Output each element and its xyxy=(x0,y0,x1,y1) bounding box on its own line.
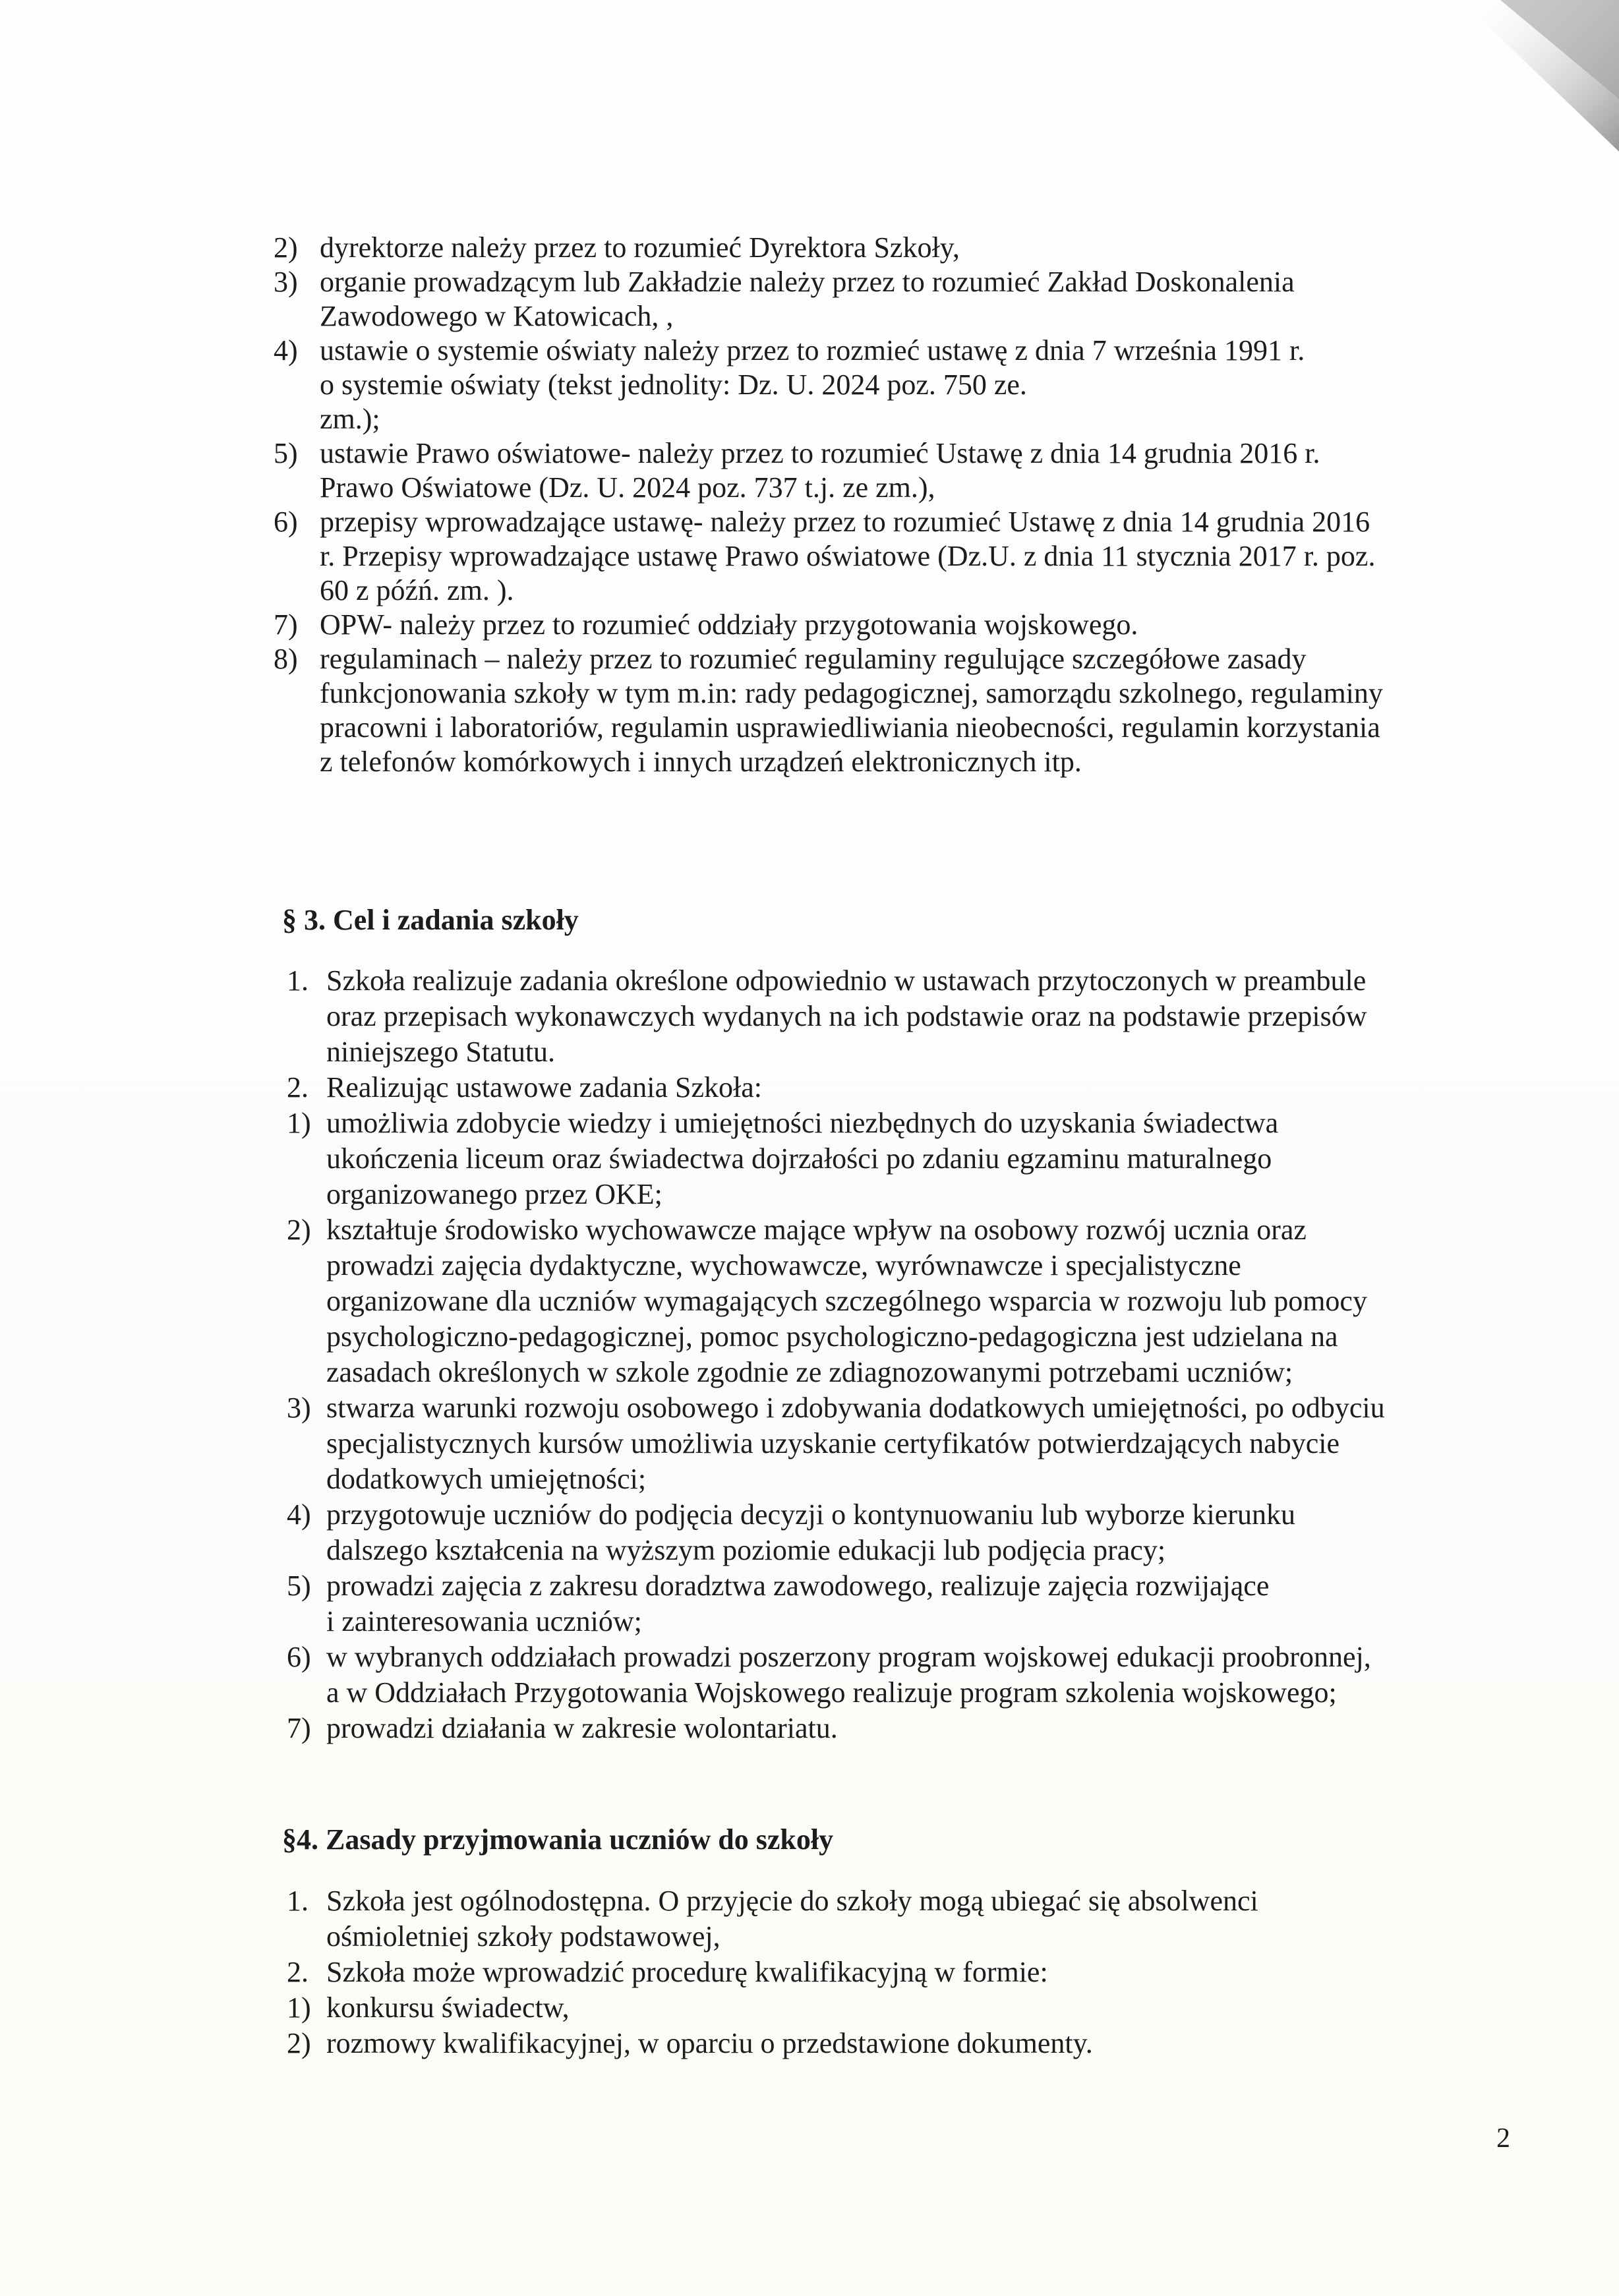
list-item-text: przepisy wprowadzające ustawę- należy przez to rozumieć Ustawę z dnia 14 grudnia 2016 xyxy=(320,506,1370,538)
list-item-text: ustawie o systemie oświaty należy przez to rozmieć ustawę z dnia 7 września 1991 r. xyxy=(320,334,1305,367)
list-item-text: zm.); xyxy=(320,403,380,435)
list-item-text: umożliwia zdobycie wiedzy i umiejętności niezbędnych do uzyskania świadectwa xyxy=(326,1107,1279,1139)
list-item-continuation xyxy=(267,368,1493,402)
list-item-text: i zainteresowania uczniów; xyxy=(326,1605,642,1637)
list-item-text: zasadach określonych w szkole zgodnie ze zdiagnozowanymi potrzebami uczniów; xyxy=(326,1356,1293,1388)
list-item-text: prowadzi zajęcia z zakresu doradztwa zawodowego, realizuje zajęcia rozwijające xyxy=(326,1570,1270,1602)
list-item-text: specjalistycznych kursów umożliwia uzyskanie certyfikatów potwierdzających nabycie xyxy=(326,1427,1339,1459)
list-item-continuation xyxy=(267,711,1493,745)
list-item xyxy=(267,1213,1493,1249)
list-item-continuation xyxy=(267,1142,1493,1177)
folded-corner-shadow xyxy=(1382,0,1619,198)
list-item xyxy=(267,1498,1493,1533)
list-item-text: Szkoła realizuje zadania określone odpowiednio w ustawach przytoczonych w preambule xyxy=(326,964,1367,997)
list-item-text: a w Oddziałach Przygotowania Wojskowego realizuje program szkolenia wojskowego; xyxy=(326,1676,1337,1709)
list-item-continuation xyxy=(267,471,1493,505)
list-item-continuation xyxy=(267,1920,1493,1955)
list-item xyxy=(267,1640,1493,1676)
list-item-continuation xyxy=(267,1676,1493,1711)
list-item-text: Realizując ustawowe zadania Szkoła: xyxy=(326,1071,762,1104)
list-item xyxy=(267,2026,1493,2062)
list-item-text: rozmowy kwalifikacyjnej, w oparciu o przedstawione dokumenty. xyxy=(326,2027,1093,2059)
list-item-text: organie prowadzącym lub Zakładzie należy przez to rozumieć Zakład Doskonalenia xyxy=(320,266,1295,298)
list-item xyxy=(267,334,1493,368)
list-item-continuation xyxy=(267,1284,1493,1320)
list-item-number: 6) xyxy=(274,506,298,538)
list-item-text: ustawie Prawo oświatowe- należy przez to rozumieć Ustawę z dnia 14 grudnia 2016 r. xyxy=(320,437,1320,469)
list-item-text: OPW- należy przez to rozumieć oddziały przygotowania wojskowego. xyxy=(320,608,1138,641)
list-item xyxy=(267,505,1493,539)
list-item-number: 2) xyxy=(274,231,298,264)
list-item-text: Prawo Oświatowe (Dz. U. 2024 poz. 737 t.j. ze zm.), xyxy=(320,471,935,504)
list-item-text: niniejszego Statutu. xyxy=(326,1036,556,1068)
list-item-continuation xyxy=(267,676,1493,711)
list-item-continuation xyxy=(267,1355,1493,1391)
list-item xyxy=(267,1955,1493,1991)
list-item-text: ośmioletniej szkoły podstawowej, xyxy=(326,1920,721,1953)
list-item-text: prowadzi działania w zakresie wolontariatu. xyxy=(326,1712,838,1744)
section-4-list xyxy=(267,1884,1493,2062)
list-item-continuation xyxy=(267,1533,1493,1569)
list-item-number: 8) xyxy=(274,643,298,675)
list-item-number: 3) xyxy=(287,1392,311,1424)
section-4-heading: §4. Zasady przyjmowania uczniów do szkoły xyxy=(282,1823,834,1856)
list-item-continuation xyxy=(267,999,1493,1035)
list-item-number: 2. xyxy=(287,1956,309,1988)
list-item xyxy=(267,436,1493,471)
list-item xyxy=(267,608,1493,642)
list-item-number: 1) xyxy=(287,1107,311,1139)
list-item-continuation xyxy=(267,1177,1493,1213)
list-item-text: psychologiczno-pedagogicznej, pomoc psychologiczno-pedagogiczna jest udzielana na xyxy=(326,1320,1338,1353)
list-item-text: Zawodowego w Katowicach, , xyxy=(320,300,674,332)
list-item-continuation xyxy=(267,745,1493,779)
list-item xyxy=(267,1991,1493,2026)
list-item-continuation xyxy=(267,1035,1493,1071)
list-item-text: oraz przepisach wykonawczych wydanych na ich podstawie oraz na podstawie przepisów xyxy=(326,1000,1367,1032)
list-item-text: organizowane dla uczniów wymagających szczególnego wsparcia w rozwoju lub pomocy xyxy=(326,1285,1367,1317)
list-item xyxy=(267,231,1493,265)
list-item-text: r. Przepisy wprowadzające ustawę Prawo oświatowe (Dz.U. z dnia 11 stycznia 2017 r. poz. xyxy=(320,540,1376,572)
list-item-continuation xyxy=(267,1320,1493,1355)
list-item-text: dalszego kształcenia na wyższym poziomie edukacji lub podjęcia pracy; xyxy=(326,1534,1166,1566)
list-item-number: 1. xyxy=(287,1885,309,1917)
list-item-text: dodatkowych umiejętności; xyxy=(326,1463,647,1495)
list-item-number: 2) xyxy=(287,1214,311,1246)
list-item xyxy=(267,1569,1493,1604)
list-item-number: 1) xyxy=(287,1991,311,2024)
list-item-continuation xyxy=(267,574,1493,608)
list-item-text: dyrektorze należy przez to rozumieć Dyrektora Szkoły, xyxy=(320,231,960,264)
list-item-text: regulaminach – należy przez to rozumieć regulaminy regulujące szczegółowe zasady xyxy=(320,643,1307,675)
definitions-list xyxy=(267,231,1493,779)
list-item-text: stwarza warunki rozwoju osobowego i zdobywania dodatkowych umiejętności, po odbyciu xyxy=(326,1392,1385,1424)
list-item-number: 2) xyxy=(287,2027,311,2059)
list-item-continuation xyxy=(267,299,1493,334)
list-item-continuation xyxy=(267,402,1493,436)
list-item-continuation xyxy=(267,1427,1493,1462)
list-item xyxy=(267,1884,1493,1920)
list-item-number: 5) xyxy=(287,1570,311,1602)
list-item-continuation xyxy=(267,1249,1493,1284)
list-item-text: konkursu świadectw, xyxy=(326,1991,570,2024)
list-item-number: 3) xyxy=(274,266,298,298)
list-item-number: 5) xyxy=(274,437,298,469)
list-item-text: w wybranych oddziałach prowadzi poszerzony program wojskowej edukacji proobronnej, xyxy=(326,1641,1371,1673)
list-item-text: funkcjonowania szkoły w tym m.in: rady pedagogicznej, samorządu szkolnego, regulaminy xyxy=(320,677,1383,709)
list-item-text: pracowni i laboratoriów, regulamin usprawiedliwiania nieobecności, regulamin korzystania xyxy=(320,711,1380,744)
list-item-text: przygotowuje uczniów do podjęcia decyzji o kontynuowaniu lub wyborze kierunku xyxy=(326,1498,1295,1531)
list-item-text: z telefonów komórkowych i innych urządzeń elektronicznych itp. xyxy=(320,746,1082,778)
list-item-number: 4) xyxy=(274,334,298,367)
list-item xyxy=(267,1711,1493,1747)
list-item xyxy=(267,642,1493,676)
list-item-text: kształtuje środowisko wychowawcze mające wpływ na osobowy rozwój ucznia oraz xyxy=(326,1214,1307,1246)
list-item-continuation xyxy=(267,1604,1493,1640)
list-item-number: 7) xyxy=(287,1712,311,1744)
list-item-number: 7) xyxy=(274,608,298,641)
list-item-continuation xyxy=(267,1462,1493,1498)
list-item xyxy=(267,1071,1493,1106)
list-item-text: 60 z późń. zm. ). xyxy=(320,574,514,606)
list-item xyxy=(267,1391,1493,1427)
list-item-text: organizowanego przez OKE; xyxy=(326,1178,662,1210)
list-item-number: 1. xyxy=(287,964,309,997)
list-item xyxy=(267,1106,1493,1142)
list-item-number: 4) xyxy=(287,1498,311,1531)
list-item-number: 2. xyxy=(287,1071,309,1104)
list-item-number: 6) xyxy=(287,1641,311,1673)
list-item xyxy=(267,964,1493,999)
section-3-heading: § 3. Cel i zadania szkoły xyxy=(282,904,579,936)
page-number: 2 xyxy=(1496,2123,1510,2154)
list-item-continuation xyxy=(267,539,1493,574)
list-item xyxy=(267,265,1493,299)
section-3-list xyxy=(267,964,1493,1747)
list-item-text: prowadzi zajęcia dydaktyczne, wychowawcze, wyrównawcze i specjalistyczne xyxy=(326,1249,1241,1281)
list-item-text: Szkoła może wprowadzić procedurę kwalifikacyjną w formie: xyxy=(326,1956,1048,1988)
list-item-text: Szkoła jest ogólnodostępna. O przyjęcie do szkoły mogą ubiegać się absolwenci xyxy=(326,1885,1258,1917)
list-item-text: ukończenia liceum oraz świadectwa dojrzałości po zdaniu egzaminu maturalnego xyxy=(326,1142,1272,1175)
list-item-text: o systemie oświaty (tekst jednolity: Dz. U. 2024 poz. 750 ze. xyxy=(320,368,1027,401)
